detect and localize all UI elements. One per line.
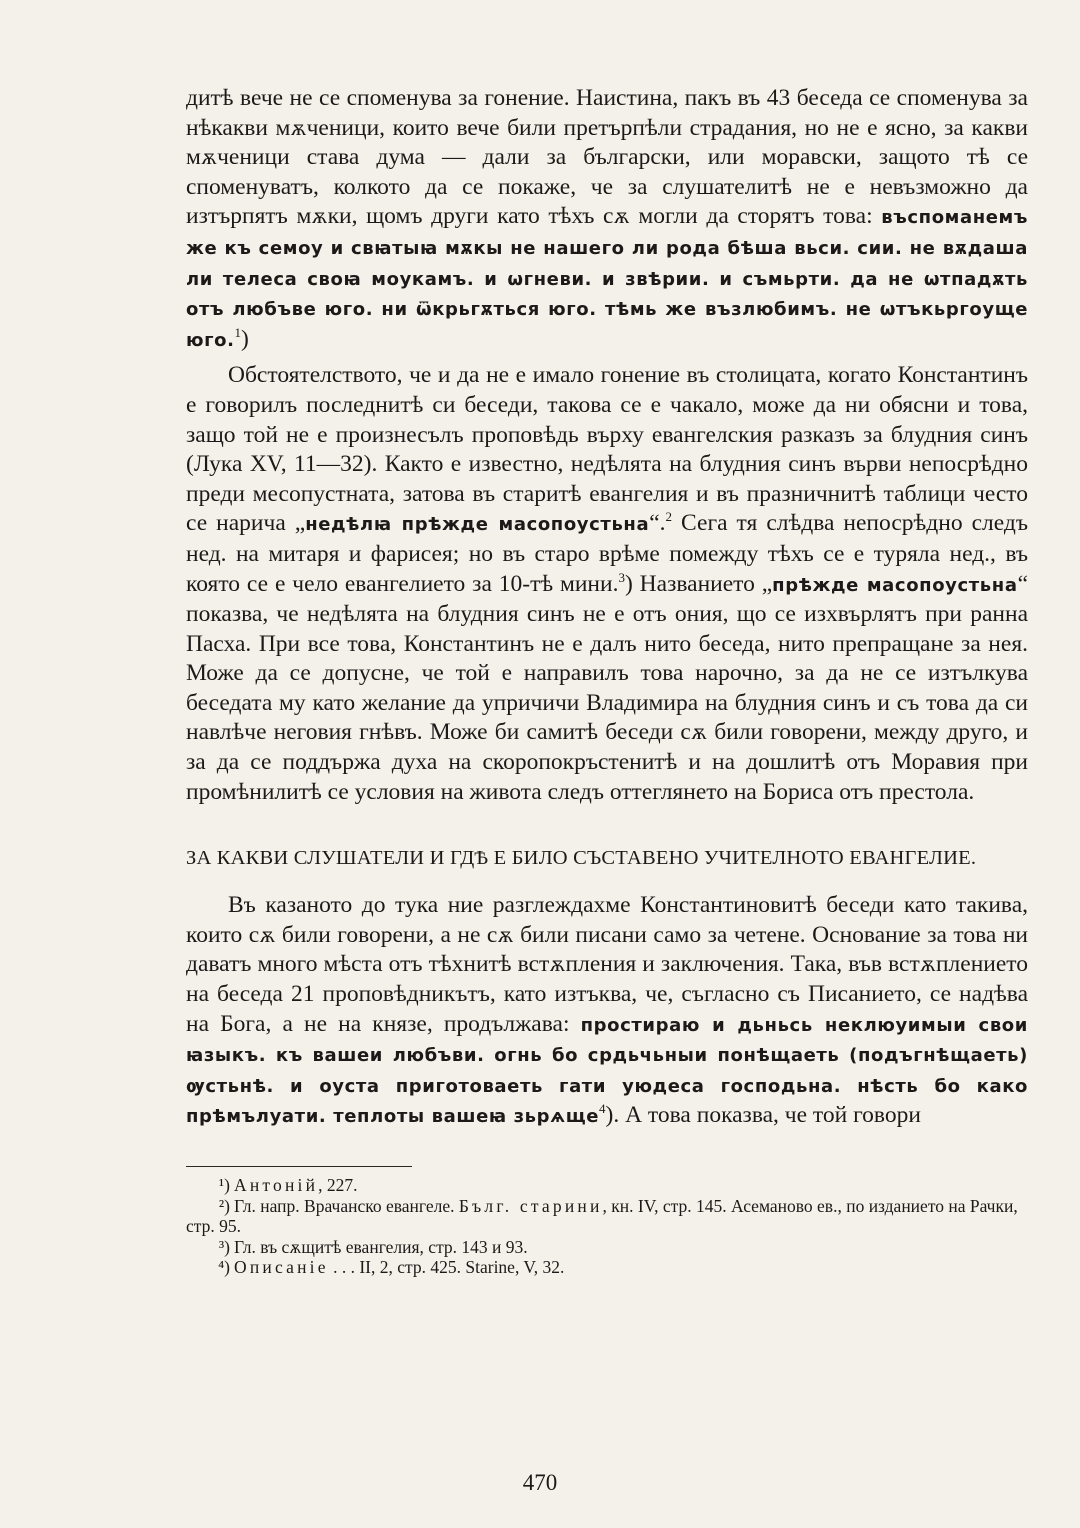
- footnote-3: [186, 1237, 1028, 1258]
- footnote-mark: ⁴): [218, 1257, 230, 1277]
- church-slavonic-quote: въспоманемъ же къ семоу и свꙗтыꙗ мѫкы не нашего ли рода бѣша вьси. сии. не вѫдаша ли телеса своꙗ моукамъ. и ѡгневи. и звѣрии. и съмьрти. да не ѡтпадѫть отъ любъве юго. ни ѿкрьгѫться юго. тѣмь же възлюбимъ. не ѡтъкьргоуще юго.: [186, 207, 1028, 351]
- footnote-rule: [186, 1166, 412, 1167]
- paragraph-3: [186, 891, 1028, 1132]
- footnotes: [186, 1175, 1028, 1278]
- footnote-mark: ³): [218, 1236, 230, 1257]
- footnote-text: Гл. въ сѫщитѣ евангелия, стр. 143 и 93.: [234, 1236, 528, 1257]
- paragraph-3-text: Въ казаното до тука ние разглеждахме Константиновитѣ беседи като такива, които сѫ били говорени, а не сѫ били писани само за четене. Основание за това ни даватъ много мѣста отъ тѣхнитѣ встѫпления и заключения. Така, във встѫплението на беседа 21 проповѣдникътъ, като изтъква, че, съгласно съ Писанието, се надѣва на Бога, а не на князе, продължава:: [186, 892, 1028, 1037]
- footnote-ref[interactable]: 4: [599, 1101, 606, 1117]
- footnote-1: [186, 1175, 1028, 1196]
- church-slavonic-quote: простираю и дьньсь неклюуимыи свои ꙗзыкъ. къ вашеи любъви. огнь бо срдьчьныи понѣщаеть (подъгнѣщаеть) ѹстьнѣ. и оуста приготоваеть гати уюдеса господьна. нѣсть бо како прѣмълуати. теплоты вашеꙗ зьрѧще: [186, 1014, 1028, 1128]
- section-heading: ЗА КАКВИ СЛУШАТЕЛИ И ГДѢ Е БИЛО СЪСТАВЕНО УЧИТЕЛНОТО ЕВАНГЕЛИЕ.: [186, 847, 977, 870]
- footnote-text: , кн. IV, стр. 145. Асеманово ев., по изданието на Рачки, стр. 95.: [186, 1195, 1018, 1236]
- footnote-title: Описаніе: [234, 1257, 329, 1277]
- paragraph-3-end: ). А това показва, че той говори: [605, 1102, 921, 1129]
- paragraph-2-quote-close: “.: [649, 510, 666, 537]
- footnote-text: Гл. напр. Врачанско евангеле.: [234, 1195, 459, 1216]
- footnote-author: Антоній: [234, 1175, 319, 1195]
- church-slavonic-term: прѣжде масопоустьна: [772, 574, 1018, 596]
- footnote-2: [186, 1196, 1028, 1237]
- footnote-text: , 227.: [318, 1175, 358, 1195]
- paragraph-2-text-d: “ показва, че недѣлята на блудния синъ не е отъ ония, що се изхвърлятъ при ранна Пасха. При все това, Константинъ не е далъ нито беседа, нито препращане за нея. Може да се допусне, че той е направилъ това нарочно, за да не се изтълкува беседата му като желание да упричичи Владимира на блудния синъ и съ това да си навлѣче неговия гнѣвъ. Може би самитѣ беседи сѫ били говорени, между друго, и за да се поддържа духа на скоропокръстенитѣ и на дошлитѣ отъ Моравия при промѣнилитѣ се условия на живота следъ оттеглянето на Бориса отъ престола.: [186, 570, 1029, 805]
- page-number: 470: [522, 1470, 558, 1495]
- paragraph-2: [186, 361, 1028, 807]
- paragraph-2-text: Обстоятелството, че и да не е имало гонение въ столицата, когато Константинъ е говорилъ последнитѣ си беседи, такова се е чакало, може да ни обясни и това, защо той не е произнесълъ проповѣдь върху евангелския разказъ за блудния синъ (Лука XV, 11—32). Както е известно, недѣлята на блудния синъ върви непосрѣдно преди месопустната, затова въ старитѣ евангелия и въ празничнитѣ таблици често се нарича „: [186, 362, 1028, 537]
- paragraph-1: [186, 84, 1028, 355]
- page-body: [186, 84, 1028, 1278]
- footnote-text: . . . II, 2, стр. 425. Starine, V, 32.: [328, 1257, 565, 1277]
- footnote-mark: ²): [218, 1195, 230, 1216]
- footnote-ref[interactable]: 1: [234, 324, 242, 340]
- footnote-ref[interactable]: 3: [618, 569, 625, 585]
- footnote-ref[interactable]: 2: [665, 509, 673, 525]
- footnote-4: [186, 1257, 1028, 1278]
- paragraph-2-text-c: ) Названието „: [624, 570, 773, 597]
- footnote-title: Бълг. старини: [458, 1195, 603, 1216]
- paragraph-1-end: ): [241, 325, 249, 352]
- paragraph-1-text: дитѣ вече не се споменува за гонение. Наистина, пакъ въ 43 беседа се споменува за нѣкакви мѫченици, които вече били претърпѣли страдания, но не е ясно, за какви мѫченици става дума — дали за български, или моравски, защото тѣ се споменуватъ, колкото да се покаже, че за слушателитѣ не е невъзможно да изтърпятъ мѫки, щомъ други като тѣхъ сѫ могли да сторятъ това:: [186, 85, 1028, 230]
- footnote-mark: ¹): [218, 1175, 230, 1195]
- church-slavonic-term: недѣлꙗ прѣжде масопоустьна: [305, 514, 650, 536]
- paragraph-2-text-b: Сега тя слѣдва непосрѣдно следъ нед. на митаря и фарисея; но въ старо врѣме помежду тѣхъ се е туряла нед., въ която се е чело евангелието за 10-тѣ мини.: [186, 510, 1028, 597]
